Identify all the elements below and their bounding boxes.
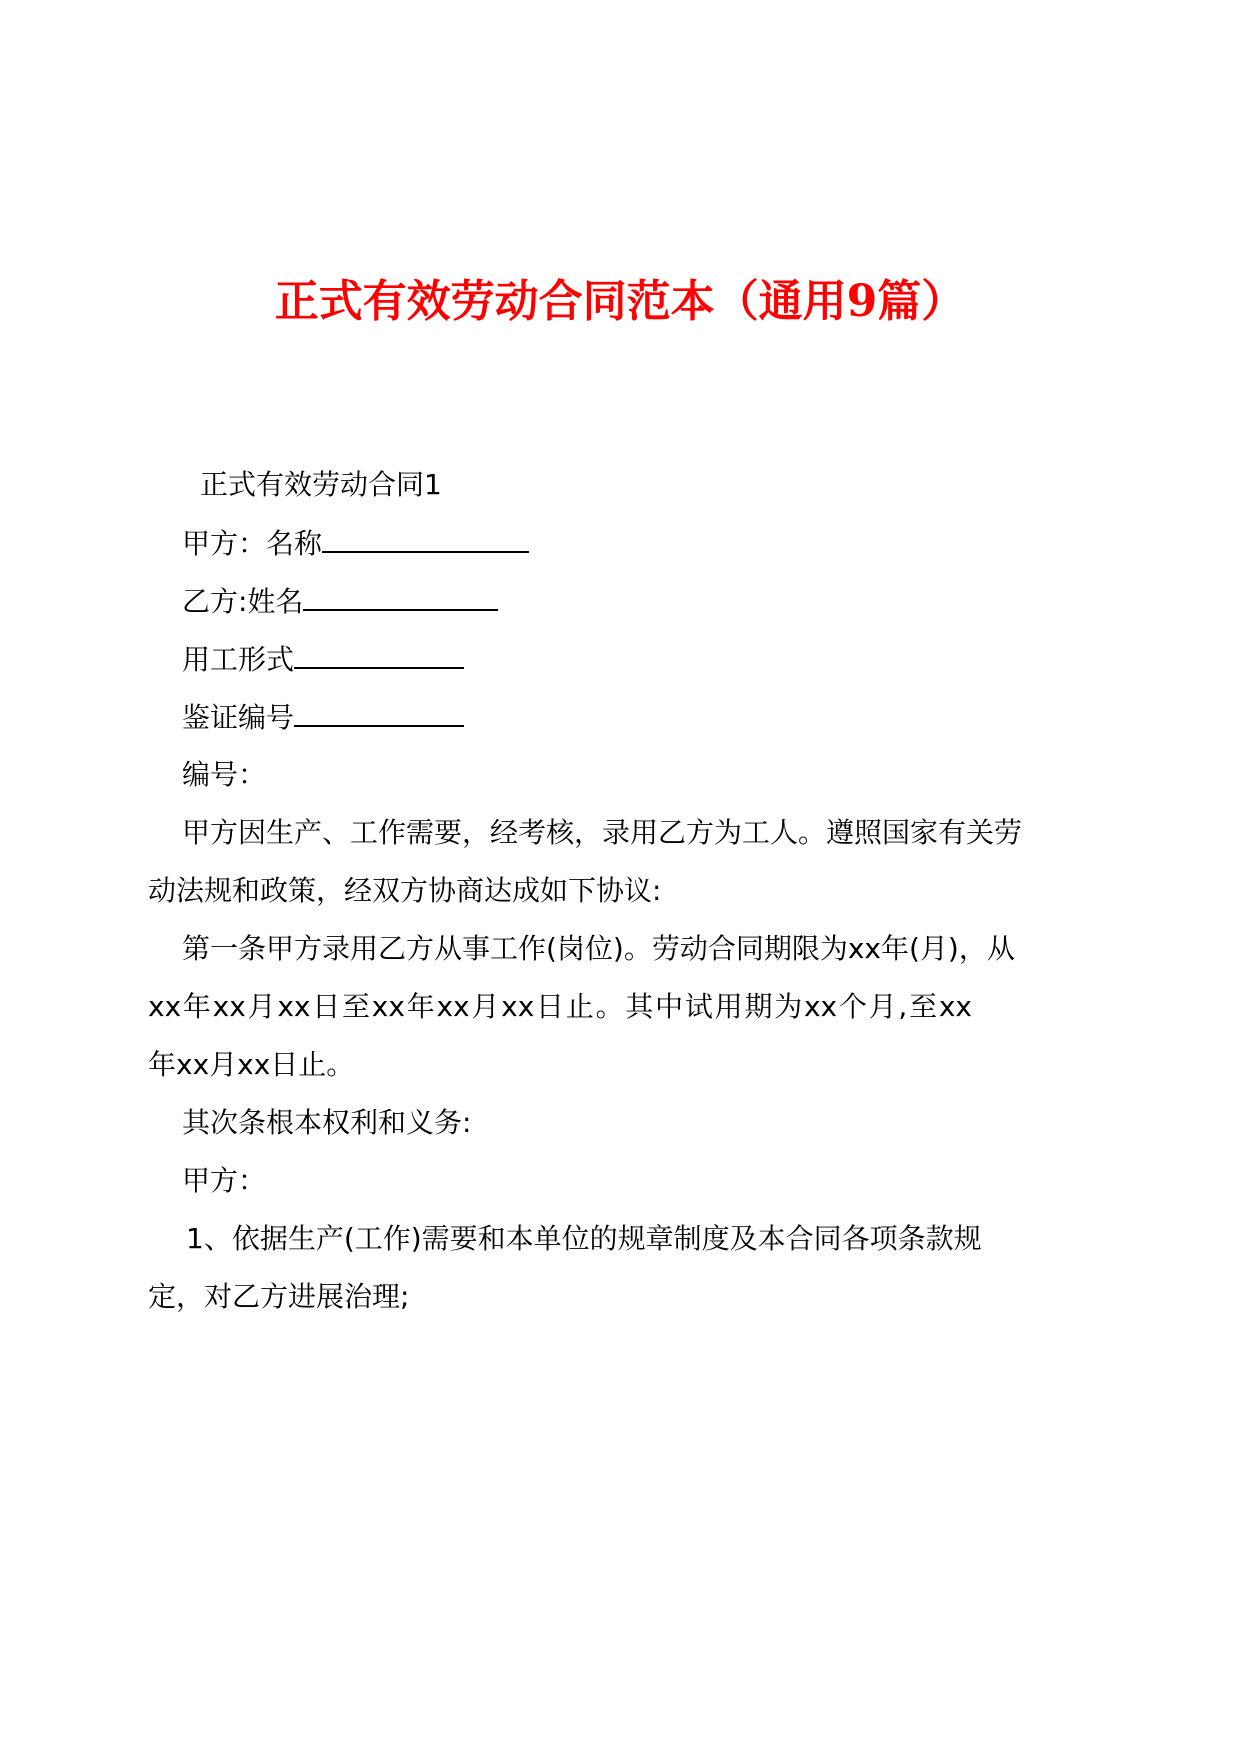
item1-line-2: 定，对乙方进展治理; — [148, 1280, 410, 1313]
party-a-field — [182, 523, 529, 564]
party-b-label: 乙方:姓名 — [182, 585, 304, 618]
item1-line-1-text: 1、依据生产(工作)需要和本单位的规章制度及本合同各项条款规 — [186, 1222, 982, 1255]
verification-no-field — [182, 697, 464, 738]
item1-line-1 — [186, 1219, 982, 1259]
section-heading: 正式有效劳动合同1 — [200, 468, 442, 501]
number-label: 编号： — [182, 758, 267, 791]
employment-form-label: 用工形式 — [182, 643, 295, 676]
party-a-heading: 甲方： — [182, 1164, 267, 1197]
document-title: 正式有效劳动合同范本（通用9篇） — [274, 276, 966, 327]
article2-heading: 其次条根本权利和义务: — [182, 1106, 472, 1139]
article1-line-2-text: xx年xx月xx日至xx年xx月xx日止。其中试用期为xx个月,至xx — [148, 990, 972, 1023]
article1-line-1 — [182, 929, 1015, 969]
party-a-label: 甲方：名称 — [182, 527, 323, 560]
employment-form-blank-line — [294, 639, 464, 669]
intro-paragraph-line-2: 动法规和政策，经双方协商达成如下协议: — [148, 874, 662, 907]
intro-paragraph-line-1 — [182, 813, 1023, 853]
verification-no-blank-line — [294, 697, 464, 727]
article1-line-1-text: 第一条甲方录用乙方从事工作(岗位)。劳动合同期限为xx年(月)，从 — [182, 932, 1015, 965]
party-b-blank-line — [303, 581, 498, 611]
party-a-blank-line — [322, 523, 529, 553]
intro-line-1-text: 甲方因生产、工作需要，经考核，录用乙方为工人。遵照国家有关劳 — [182, 816, 1023, 849]
article1-line-2 — [148, 987, 972, 1027]
article1-line-3: 年xx月xx日止。 — [148, 1048, 355, 1081]
verification-no-label: 鉴证编号 — [182, 701, 295, 734]
party-b-field — [182, 581, 498, 622]
employment-form-field — [182, 639, 464, 680]
